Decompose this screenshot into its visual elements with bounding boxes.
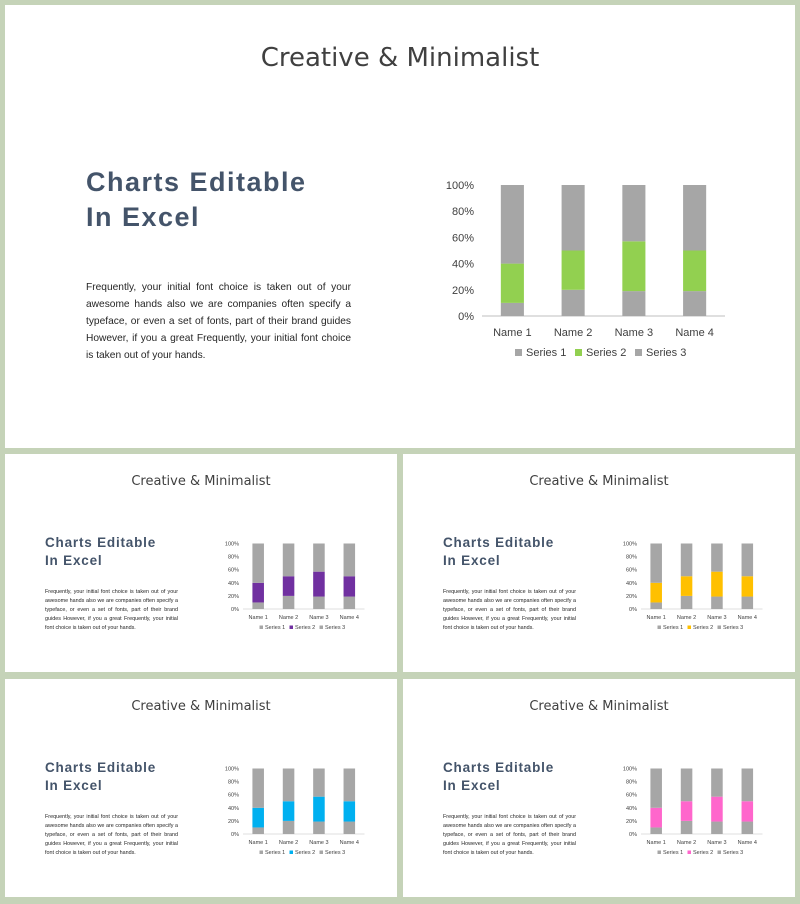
x-tick-label: Name 3	[614, 327, 654, 339]
bar-segment-series-1	[622, 291, 645, 316]
y-tick-label: 100%	[224, 766, 239, 773]
bar-segment-series-1	[650, 602, 662, 609]
legend-label: Series 3	[723, 625, 744, 631]
slide-purple	[5, 454, 397, 672]
legend-label: Series 2	[586, 347, 627, 359]
bar-segment-series-2	[681, 801, 693, 821]
heading-line-1: Charts Editable	[45, 535, 157, 550]
bar-segment-series-2	[283, 801, 295, 821]
bar-segment-series-3	[313, 769, 325, 797]
heading-line-1: Charts Editable	[45, 760, 157, 775]
heading-line-1: Charts Editable	[443, 760, 555, 775]
bar-segment-series-1	[650, 827, 662, 834]
y-tick-label: 80%	[227, 554, 239, 561]
y-tick-label: 0%	[629, 607, 637, 613]
heading-line-2: In Excel	[443, 778, 501, 793]
y-tick-label: 0%	[231, 832, 239, 838]
bar-segment-series-3	[501, 185, 524, 264]
slide-title: Creative & Minimalist	[529, 474, 669, 489]
bar-segment-series-1	[344, 597, 356, 609]
stacked-bar-chart	[212, 761, 372, 861]
bar-segment-series-3	[252, 544, 264, 583]
bar-segment-series-1	[742, 597, 754, 609]
slide-title: Creative & Minimalist	[260, 43, 540, 73]
body-text: Frequently, your initial font choice is taken out of your awesome hands also we are companies often specify a typeface, or even a set of fonts, part of their brand guides However, if you a great Frequently, your initial font choice is taken out of your hands.	[45, 589, 178, 631]
bar-segment-series-1	[501, 303, 524, 316]
bar-segment-series-2	[742, 801, 754, 821]
x-tick-label: Name 2	[676, 615, 697, 621]
slide-main	[5, 5, 795, 448]
y-tick-label: 0%	[458, 311, 474, 323]
legend-swatch	[260, 851, 264, 855]
bar-segment-series-3	[344, 544, 356, 577]
heading-line-1: Charts Editable	[86, 167, 307, 197]
legend-swatch	[320, 626, 324, 630]
bar-segment-series-3	[711, 769, 723, 797]
legend-swatch	[658, 851, 662, 855]
legend-label: Series 2	[295, 625, 316, 631]
bar-segment-series-2	[313, 797, 325, 822]
y-tick-label: 60%	[451, 232, 474, 245]
heading-line-1: Charts Editable	[443, 535, 555, 550]
legend-swatch	[575, 349, 582, 356]
bar-segment-series-2	[283, 576, 295, 596]
bar-segment-series-1	[681, 596, 693, 609]
bar-segment-series-1	[683, 291, 706, 316]
y-tick-label: 60%	[227, 567, 239, 574]
y-tick-label: 20%	[625, 593, 637, 600]
bar-segment-series-3	[313, 544, 325, 572]
stacked-bar-chart	[610, 761, 770, 861]
x-tick-label: Name 2	[278, 615, 299, 621]
legend-label: Series 1	[663, 850, 684, 856]
bar-segment-series-1	[711, 822, 723, 834]
stacked-bar-chart	[610, 536, 770, 636]
stacked-bar-chart	[212, 536, 372, 636]
y-tick-label: 20%	[451, 284, 474, 297]
bar-segment-series-2	[622, 241, 645, 291]
body-text: Frequently, your initial font choice is taken out of your awesome hands also we are companies often specify a typeface, or even a set of fonts, part of their brand guides However, if you a great Frequently, your initial font choice is taken out of your hands.	[443, 589, 576, 631]
bar-segment-series-2	[562, 251, 585, 290]
bar-segment-series-1	[283, 821, 295, 834]
bar-segment-series-1	[681, 821, 693, 834]
heading-line-2: In Excel	[86, 202, 201, 232]
bar-segment-series-2	[252, 583, 264, 603]
y-tick-label: 40%	[227, 805, 239, 812]
heading-line-2: In Excel	[45, 553, 103, 568]
legend-label: Series 2	[295, 850, 316, 856]
y-tick-label: 20%	[625, 818, 637, 825]
slide-blue	[5, 679, 397, 897]
x-tick-label: Name 2	[676, 840, 697, 846]
y-tick-label: 100%	[622, 541, 637, 548]
legend-label: Series 1	[265, 625, 286, 631]
bar-segment-series-2	[650, 808, 662, 828]
x-tick-label: Name 3	[707, 840, 727, 846]
bar-segment-series-3	[252, 769, 264, 808]
legend-swatch	[688, 626, 692, 630]
legend-swatch	[718, 851, 722, 855]
legend-label: Series 1	[526, 347, 567, 359]
legend-label: Series 3	[325, 625, 346, 631]
x-tick-label: Name 1	[646, 840, 666, 846]
y-tick-label: 80%	[451, 206, 474, 219]
bar-segment-series-2	[681, 576, 693, 596]
bar-segment-series-2	[742, 576, 754, 596]
x-tick-label: Name 3	[309, 840, 329, 846]
body-text: Frequently, your initial font choice is taken out of your awesome hands also we are companies often specify a typeface, or even a set of fonts, part of their brand guides However, if you a great Frequently, your initial font choice is taken out of your hands.	[45, 814, 178, 856]
bar-segment-series-3	[650, 769, 662, 808]
y-tick-label: 40%	[451, 258, 474, 271]
y-tick-label: 100%	[622, 766, 637, 773]
y-tick-label: 40%	[227, 580, 239, 587]
heading-line-2: In Excel	[45, 778, 103, 793]
bar-segment-series-1	[313, 597, 325, 609]
slide-heading	[443, 759, 554, 795]
bar-segment-series-3	[742, 769, 754, 802]
legend-label: Series 3	[325, 850, 346, 856]
x-tick-label: Name 3	[309, 615, 329, 621]
legend-label: Series 3	[646, 347, 687, 359]
legend-swatch	[260, 626, 264, 630]
bar-segment-series-1	[344, 822, 356, 834]
y-tick-label: 20%	[227, 593, 239, 600]
bar-segment-series-2	[683, 251, 706, 292]
y-tick-label: 40%	[625, 805, 637, 812]
bar-segment-series-2	[711, 797, 723, 822]
slide-yellow	[403, 454, 795, 672]
legend-swatch	[290, 626, 294, 630]
y-tick-label: 80%	[625, 554, 637, 561]
slide-pink	[403, 679, 795, 897]
bar-segment-series-3	[344, 769, 356, 802]
x-tick-label: Name 2	[553, 327, 593, 339]
bar-segment-series-3	[650, 544, 662, 583]
bar-segment-series-1	[562, 290, 585, 316]
slide-heading	[45, 534, 156, 570]
slide-heading	[45, 759, 156, 795]
y-tick-label: 60%	[625, 792, 637, 799]
bar-segment-series-3	[622, 185, 645, 241]
bar-segment-series-1	[742, 822, 754, 834]
bar-segment-series-2	[501, 264, 524, 303]
stacked-bar-chart	[420, 170, 740, 370]
x-tick-label: Name 4	[339, 615, 359, 621]
x-tick-label: Name 4	[737, 615, 757, 621]
bar-segment-series-3	[683, 185, 706, 251]
bar-segment-series-3	[283, 769, 295, 802]
bar-segment-series-3	[562, 185, 585, 251]
bar-segment-series-2	[711, 572, 723, 597]
y-tick-label: 80%	[227, 779, 239, 786]
x-tick-label: Name 1	[646, 615, 666, 621]
legend-label: Series 2	[693, 850, 714, 856]
bar-segment-series-3	[681, 544, 693, 577]
bar-segment-series-2	[313, 572, 325, 597]
bar-segment-series-3	[711, 544, 723, 572]
bar-segment-series-3	[681, 769, 693, 802]
heading-line-2: In Excel	[443, 553, 501, 568]
y-tick-label: 80%	[625, 779, 637, 786]
bar-segment-series-2	[252, 808, 264, 828]
legend-swatch	[688, 851, 692, 855]
bar-segment-series-1	[711, 597, 723, 609]
x-tick-label: Name 4	[339, 840, 359, 846]
x-tick-label: Name 4	[675, 327, 714, 339]
y-tick-label: 60%	[625, 567, 637, 574]
bar-segment-series-2	[344, 576, 356, 596]
x-tick-label: Name 1	[248, 615, 268, 621]
legend-swatch	[658, 626, 662, 630]
bar-segment-series-3	[283, 544, 295, 577]
x-tick-label: Name 1	[248, 840, 268, 846]
bar-segment-series-1	[283, 596, 295, 609]
slide-heading	[443, 534, 554, 570]
legend-label: Series 3	[723, 850, 744, 856]
legend-swatch	[290, 851, 294, 855]
x-tick-label: Name 3	[707, 615, 727, 621]
legend-swatch	[718, 626, 722, 630]
y-tick-label: 100%	[224, 541, 239, 548]
y-tick-label: 0%	[231, 607, 239, 613]
bar-segment-series-2	[344, 801, 356, 821]
legend-swatch	[635, 349, 642, 356]
bar-segment-series-2	[650, 583, 662, 603]
bar-segment-series-1	[313, 822, 325, 834]
slide-heading	[86, 165, 307, 235]
legend-label: Series 1	[265, 850, 286, 856]
legend-label: Series 1	[663, 625, 684, 631]
legend-swatch	[515, 349, 522, 356]
bar-segment-series-1	[252, 827, 264, 834]
legend-swatch	[320, 851, 324, 855]
y-tick-label: 100%	[445, 180, 474, 192]
slide-title: Creative & Minimalist	[131, 699, 271, 714]
slide-title: Creative & Minimalist	[131, 474, 271, 489]
body-text: Frequently, your initial font choice is taken out of your awesome hands also we are companies often specify a typeface, or even a set of fonts, part of their brand guides However, if you a great Frequently, your initial font choice is taken out of your hands.	[86, 282, 351, 361]
slide-title: Creative & Minimalist	[529, 699, 669, 714]
bar-segment-series-3	[742, 544, 754, 577]
legend-label: Series 2	[693, 625, 714, 631]
y-tick-label: 40%	[625, 580, 637, 587]
x-tick-label: Name 4	[737, 840, 757, 846]
x-tick-label: Name 2	[278, 840, 299, 846]
x-tick-label: Name 1	[493, 327, 532, 339]
y-tick-label: 20%	[227, 818, 239, 825]
bar-segment-series-1	[252, 602, 264, 609]
y-tick-label: 0%	[629, 832, 637, 838]
body-text: Frequently, your initial font choice is taken out of your awesome hands also we are companies often specify a typeface, or even a set of fonts, part of their brand guides However, if you a great Frequently, your initial font choice is taken out of your hands.	[443, 814, 576, 856]
y-tick-label: 60%	[227, 792, 239, 799]
